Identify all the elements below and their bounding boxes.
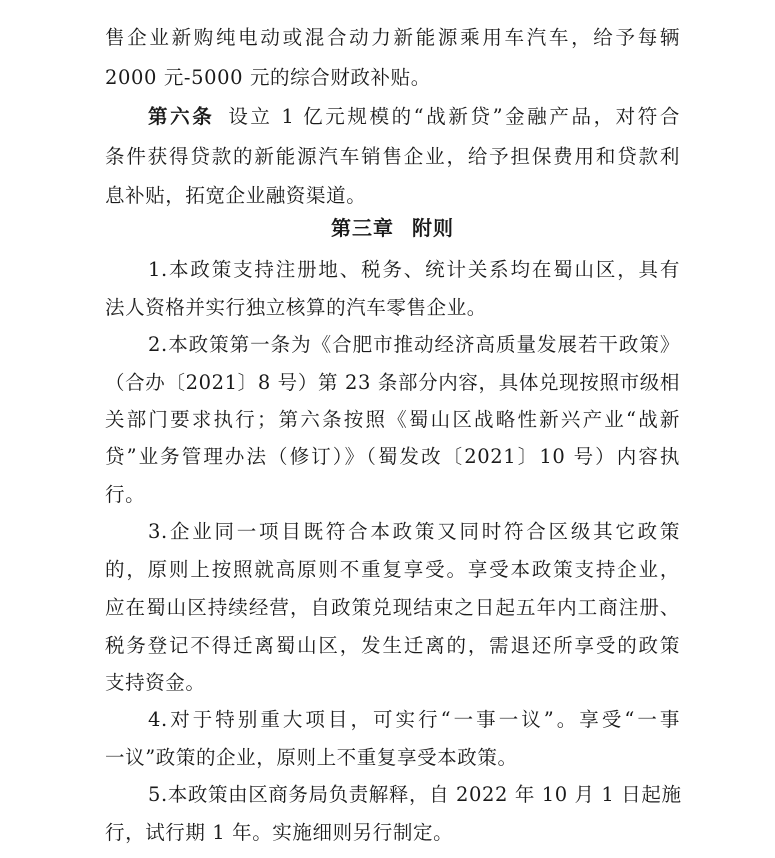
paragraph-line: 行，试行期 1 年。实施细则另行制定。 xyxy=(105,821,454,844)
paragraph-line: 5.本政策由区商务局负责解释，自 2022 年 10 月 1 日起施 xyxy=(148,783,682,806)
paragraph-line: 售企业新购纯电动或混合动力新能源乘用车汽车，给予每辆 xyxy=(105,26,680,49)
chapter-title: 第三章 xyxy=(331,216,394,240)
paragraph-line: 一议”政策的企业，原则上不重复享受本政策。 xyxy=(105,746,518,769)
paragraph-line: 法人资格并实行独立核算的汽车零售企业。 xyxy=(105,296,487,319)
paragraph-line: 税务登记不得迁离蜀山区，发生迁离的，需退还所享受的政策 xyxy=(105,634,680,657)
paragraph-line: 行。 xyxy=(105,483,146,506)
paragraph-line: 息补贴，拓宽企业融资渠道。 xyxy=(105,184,367,207)
paragraph-line: 1.本政策支持注册地、税务、统计关系均在蜀山区，具有 xyxy=(148,258,680,281)
paragraph-line: （合办〔2021〕8 号）第 23 条部分内容，具体兑现按照市级相 xyxy=(105,371,680,394)
chapter-subtitle: 附则 xyxy=(412,216,454,240)
paragraph-line: 关部门要求执行；第六条按照《蜀山区战略性新兴产业“战新 xyxy=(105,408,680,431)
paragraph-line: 贷”业务管理办法（修订）》（蜀发改〔2021〕10 号）内容执 xyxy=(105,445,680,468)
article-6-first-line xyxy=(148,103,680,131)
paragraph-line: 2000 元-5000 元的综合财政补贴。 xyxy=(105,66,431,89)
paragraph-line: 应在蜀山区持续经营，自政策兑现结束之日起五年内工商注册、 xyxy=(105,596,680,619)
paragraph-line: 的，原则上按照就高原则不重复享受。享受本政策支持企业， xyxy=(105,558,680,581)
paragraph-line: 3.企业同一项目既符合本政策又同时符合区级其它政策 xyxy=(148,520,680,543)
paragraph-line: 条件获得贷款的新能源汽车销售企业，给予担保费用和贷款利 xyxy=(105,145,680,168)
chapter-heading xyxy=(105,214,680,242)
article-6-text: 设立 1 亿元规模的“战新贷”金融产品，对符合 xyxy=(228,105,680,128)
paragraph-line: 2.本政策第一条为《合肥市推动经济高质量发展若干政策》 xyxy=(148,333,680,356)
paragraph-line: 4.对于特别重大项目，可实行“一事一议”。享受“一事 xyxy=(148,708,680,731)
paragraph-line: 支持资金。 xyxy=(105,671,206,694)
article-6-label: 第六条 xyxy=(148,105,215,128)
